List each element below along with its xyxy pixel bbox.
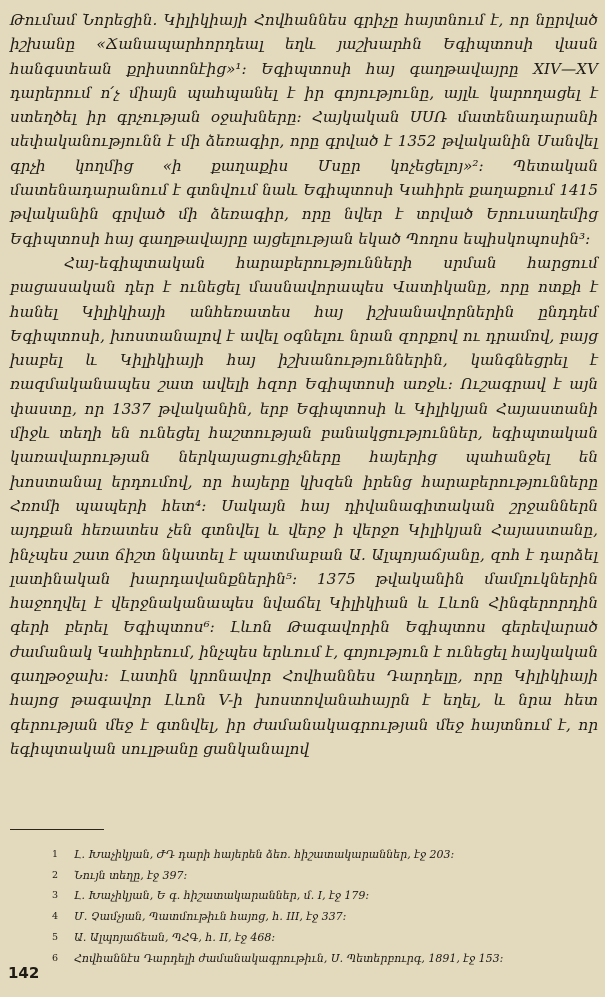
body-text — [10, 8, 598, 761]
footnote-number: 2 — [52, 869, 59, 881]
footnote-3 — [52, 886, 592, 907]
footnote-number: 1 — [52, 849, 59, 860]
footnote-text: Մ. Չամչյան, Պատմութիւն հայոց, հ. III, էջ 337: — [74, 910, 347, 924]
footnote-divider — [10, 829, 104, 830]
footnote-text: Լ. Խաչիկյան, Ե գ. հիշատակարաններ, մ. I, էջ 179: — [74, 889, 370, 903]
footnote-2 — [52, 866, 592, 887]
footnote-6 — [52, 949, 592, 970]
page-number: 142 — [8, 964, 40, 982]
footnote-text: Հովհաննէս Դարդելի ժամանակագրութիւն, Ս. Պետերբուրգ, 1891, էջ 153: — [74, 951, 504, 965]
footnote-text: Լ. Խաչիկյան, ԺԴ դարի հայերեն ձեռ. հիշատակարաններ, էջ 203: — [74, 848, 455, 861]
footnote-number: 6 — [52, 952, 59, 964]
paragraph-1: Թումամ Նորեցին. Կիլիկիայի Հովհաննես գրիչը հայտնում է, որ նըրված իշխանը «Ճանապարհորդեալ եղև յաշխարհն Եգիպտոսի վասն հանգստեան քրիստոնէից»¹: Եգիպտոսի հայ գաղթավայրը XIV—XV դարերում ո՛չ միայն պահպանել է իր գոյությունը, այլև կարողացել է ստեղծել իր գրչության օջախները: Հայկական ՍՍՌ մատենադարանի սեփականությունն է մի ձեռագիր, որը գրված է 1352 թվականին Մանվել գրչի կողմից «ի քաղաքիս Մսըր կոչեցելոյ»²: Պետական մատենադարանում է գտնվում նաև Եգիպտոսի Կահիրե քաղաքում 1415 թվականին գրված մի ձեռագիր, որը նվեր է տրված Երուսաղեմից Եգիպտոսի հայ գաղթավայրը այցելության եկած Պողոս եպիսկոպոսին³: — [10, 11, 598, 248]
footnote-number: 3 — [52, 890, 59, 902]
footnote-4 — [52, 907, 592, 928]
footnote-5 — [52, 928, 592, 949]
paragraph-2: Հայ-եգիպտական հարաբերությունների սրման հարցում բացասական դեր է ունեցել մասնավորապես Վատիկանը, որը ոտքի է հանել Կիլիկիայի անհեռատես հայ իշխանավորներին ընդդեմ Եգիպտոսի, խոստանալով է ավել օգնելու նրան զորքով ու դրամով, բայց խաբել և Կիլիկիայի հայ իշխանություններին, կանգնեցրել է ռազմականապես շատ ավելի հզոր Եգիպտոսի առջև: Ուշագրավ է այն փաստը, որ 1337 թվականին, երբ Եգիպտոսի և Կիլիկյան Հայաստանի միջև տեղի են ունեցել հաշտության բանակցություններ, եգիպտական կառավարության ներկայացուցիչները հայերից պահանջել են խոստանալ երդումով, որ հայերը կխզեն իրենց հարաբերությունները Հռոմի պապերի հետ⁴: Սակայն հայ դիվանագիտական շրջաններն այդքան հեռատես չեն գտնվել և վերջ ի վերջո Կիլիկյան Հայաստանը, ինչպես շատ ճիշտ նկատել է պատմաբան Ա. Ալպոյաճյանը, զոհ է դարձել լատինական խարդավանքներին⁵: 1375 թվականին մամլուկներին հաջողվել է վերջնականապես նվաճել Կիլիկիան և Լևոն Հինգերորդին գերի բերել Եգիպտոս⁶: Լևոն Թագավորին Եգիպտոս գերեվարած ժամանակ Կահիրեում, ինչպես երևում է, գոյություն է ունեցել հայկական գաղթօջախ: Լատին կրոնավոր Հովհաննես Դարդելը, որը Կիլիկիայի հայոց թագավոր Լևոն V-ի խոստովանահայրն է եղել, և նրա հետ գերության մեջ է գտնվել, իր ժամանակագրության մեջ հայտնում է, որ եգիպտական սուլթանը ցանկանալով — [10, 253, 598, 758]
footnote-text: Նույն տեղը, էջ 397: — [74, 868, 188, 882]
footnote-number: 5 — [52, 931, 59, 943]
footnotes — [52, 845, 592, 969]
footnote-text: Ա. Ալպոյաճեան, ՊՀԳ, հ. II, էջ 468: — [74, 930, 276, 944]
footnote-number: 4 — [52, 911, 59, 923]
footnote-1 — [52, 845, 592, 866]
